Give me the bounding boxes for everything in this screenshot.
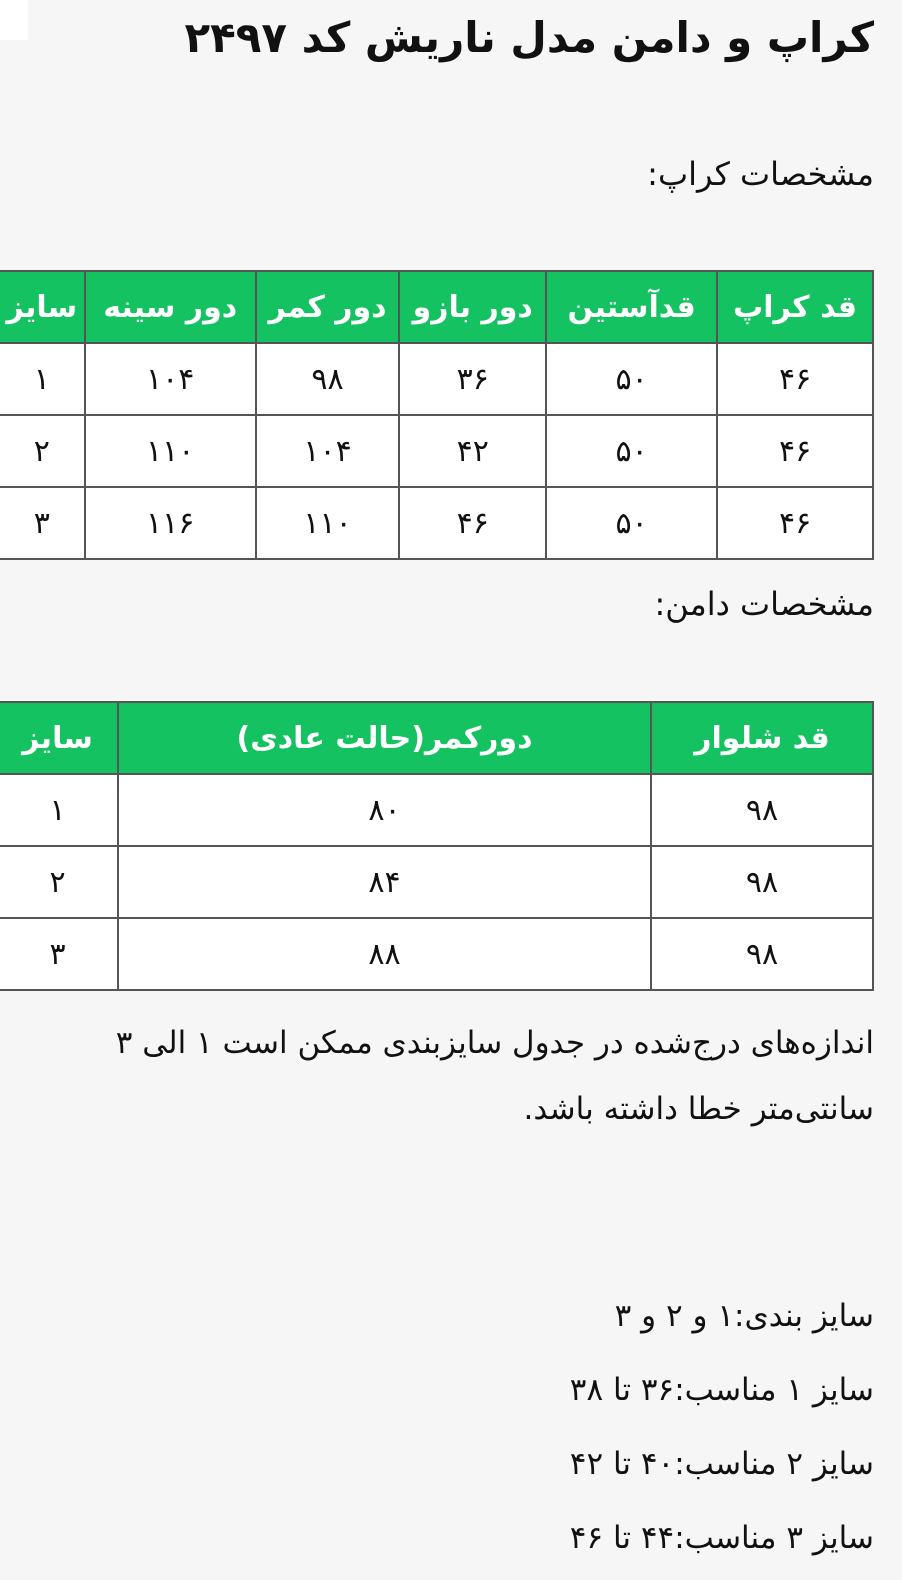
page-title: کراپ و دامن مدل ناریش کد ۲۴۹۷ — [184, 13, 874, 62]
crop-header-row — [0, 271, 873, 343]
table-cell: ۱۰۴ — [256, 415, 400, 487]
table-row — [0, 415, 873, 487]
crop-col-crop-length: قد کراپ — [717, 271, 873, 343]
table-row — [0, 918, 873, 990]
table-row — [0, 846, 873, 918]
table-cell: ۴۶ — [399, 487, 546, 559]
crop-col-sleeve-length: قدآستین — [546, 271, 717, 343]
size-2-fit-text: سایز ۲ مناسب:۴۰ تا ۴۲ — [569, 1446, 874, 1482]
table-cell: ۵۰ — [546, 487, 717, 559]
skirt-col-waist: دورکمر(حالت عادی) — [118, 702, 651, 774]
table-cell: ۱۱۰ — [85, 415, 256, 487]
table-cell: ۸۰ — [118, 774, 651, 846]
table-cell: ۹۸ — [651, 774, 873, 846]
table-cell: ۱ — [0, 774, 118, 846]
table-cell: ۳ — [0, 487, 85, 559]
crop-size-table — [0, 270, 874, 560]
table-cell: ۹۸ — [651, 846, 873, 918]
skirt-header-row — [0, 702, 873, 774]
skirt-col-length: قد شلوار — [651, 702, 873, 774]
table-cell: ۴۲ — [399, 415, 546, 487]
measurement-note: اندازه‌های درج‌شده در جدول سایزبندی ممکن است ۱ الی ۳ سانتی‌متر خطا داشته باشد. — [115, 1025, 874, 1127]
skirt-spec-heading: مشخصات دامن: — [654, 585, 874, 623]
crop-col-arm-circumference: دور بازو — [399, 271, 546, 343]
table-cell: ۸۴ — [118, 846, 651, 918]
crop-col-size: سایز — [0, 271, 85, 343]
size-3-fit-text: سایز ۳ مناسب:۴۴ تا ۴۶ — [569, 1520, 874, 1556]
table-cell: ۸۸ — [118, 918, 651, 990]
table-cell: ۱ — [0, 343, 85, 415]
table-row — [0, 774, 873, 846]
table-cell: ۵۰ — [546, 415, 717, 487]
corner-block — [0, 0, 28, 40]
table-cell: ۹۸ — [651, 918, 873, 990]
skirt-size-table — [0, 701, 874, 991]
table-cell: ۴۶ — [717, 487, 873, 559]
table-cell: ۵۰ — [546, 343, 717, 415]
table-cell: ۳ — [0, 918, 118, 990]
crop-col-chest: دور سینه — [85, 271, 256, 343]
crop-col-waist: دور کمر — [256, 271, 400, 343]
table-cell: ۹۸ — [256, 343, 400, 415]
table-row — [0, 487, 873, 559]
table-cell: ۲ — [0, 415, 85, 487]
table-cell: ۱۱۰ — [256, 487, 400, 559]
size-range-text: سایز بندی:۱ و ۲ و ۳ — [614, 1298, 874, 1334]
size-1-fit-text: سایز ۱ مناسب:۳۶ تا ۳۸ — [569, 1372, 874, 1408]
skirt-col-size: سایز — [0, 702, 118, 774]
table-cell: ۴۶ — [717, 415, 873, 487]
table-cell: ۳۶ — [399, 343, 546, 415]
crop-spec-heading: مشخصات کراپ: — [647, 155, 874, 193]
table-cell: ۴۶ — [717, 343, 873, 415]
table-cell: ۱۱۶ — [85, 487, 256, 559]
table-cell: ۱۰۴ — [85, 343, 256, 415]
table-row — [0, 343, 873, 415]
table-cell: ۲ — [0, 846, 118, 918]
